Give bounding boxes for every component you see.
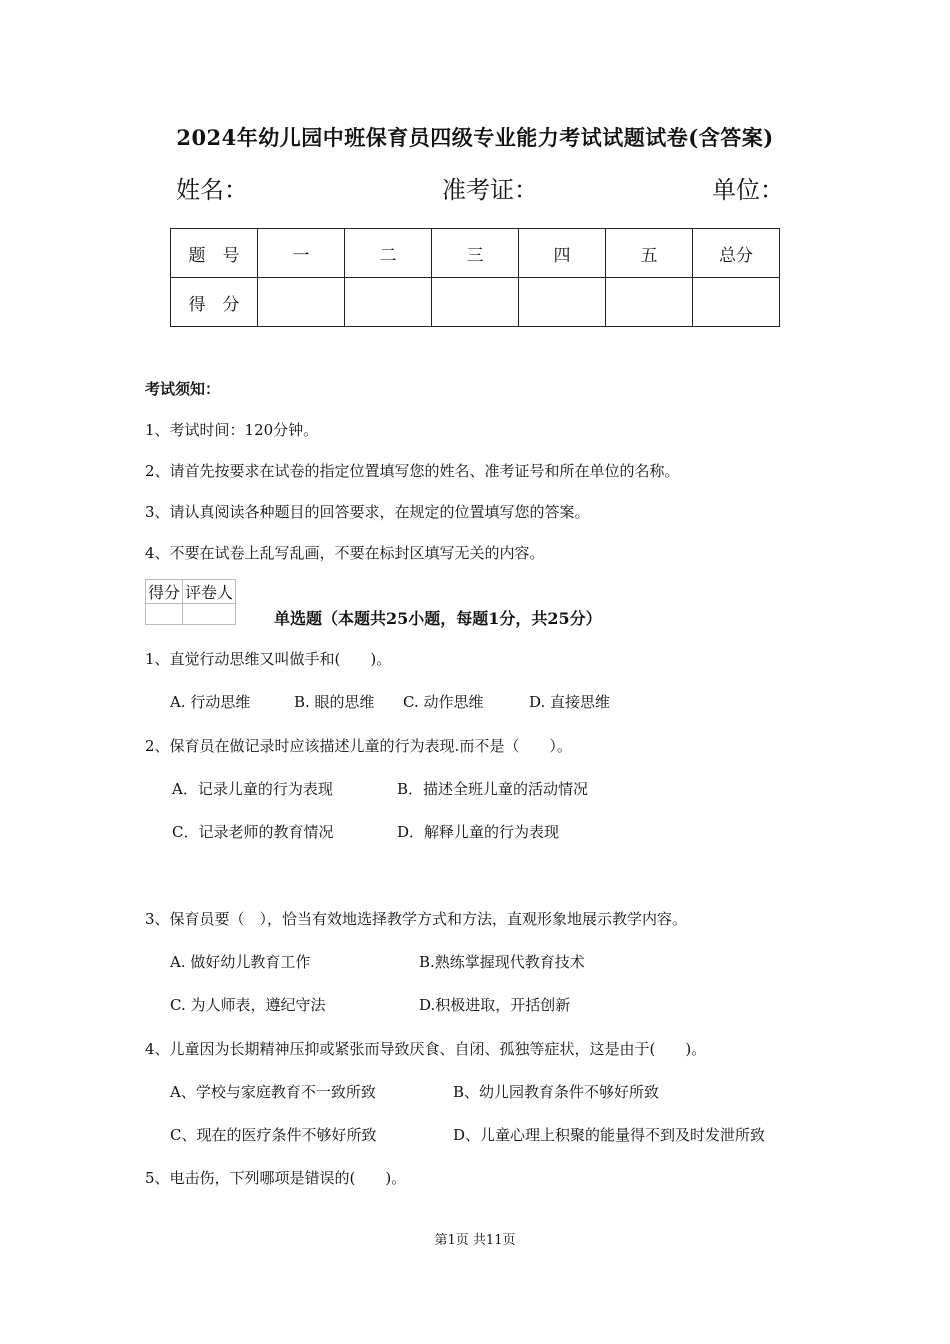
answer-option: B．描述全班儿童的活动情况 (397, 780, 589, 798)
page-title: 2024年幼儿园中班保育员四级专业能力考试试题试卷(含答案) (176, 125, 774, 150)
answer-option: A. 做好幼儿教育工作 (170, 953, 311, 971)
grader-table (145, 579, 236, 625)
section-title: 单选题（本题共25小题，每题1分，共25分） (274, 609, 602, 628)
answer-option: C. 为人师表，遵纪守法 (170, 996, 326, 1014)
score-table-cell (519, 278, 606, 327)
score-table (170, 228, 780, 327)
unit-field-label: 单位： (712, 176, 784, 204)
answer-option: D．解释儿童的行为表现 (397, 823, 560, 841)
score-table-score-row (171, 278, 780, 327)
answer-option: B. 眼的思维 (294, 693, 375, 711)
notice-item: 3、请认真阅读各种题目的回答要求，在规定的位置填写您的答案。 (145, 503, 590, 521)
score-table-cell: 题 号 (171, 229, 258, 278)
answer-option: D. 直接思维 (529, 693, 611, 711)
notice-title: 考试须知： (145, 380, 221, 398)
answer-option: B、幼儿园教育条件不够好所致 (453, 1083, 660, 1101)
question-text: 3、保育员要（ ），恰当有效地选择教学方式和方法，直观形象地展示教学内容。 (145, 910, 688, 928)
answer-option: A. 行动思维 (170, 693, 251, 711)
question-text: 5、电击伤，下列哪项是错误的( )。 (145, 1169, 407, 1187)
exam-id-field-label: 准考证： (442, 176, 538, 204)
question-text: 4、儿童因为长期精神压抑或紧张而导致厌食、自闭、孤独等症状，这是由于( )。 (145, 1040, 707, 1058)
score-table-cell (693, 278, 780, 327)
answer-option: D.积极进取，开括创新 (419, 996, 571, 1014)
question-text: 2、保育员在做记录时应该描述儿童的行为表现.而不是（ ）。 (145, 737, 572, 755)
score-table-cell: 四 (519, 229, 606, 278)
page-footer: 第1页 共11页 (434, 1233, 516, 1248)
score-table-cell: 一 (258, 229, 345, 278)
answer-option: A、学校与家庭教育不一致所致 (170, 1083, 376, 1101)
score-table-cell: 五 (606, 229, 693, 278)
answer-option: B.熟练掌握现代教育技术 (419, 953, 585, 971)
answer-option: D、儿童心理上积聚的能量得不到及时发泄所致 (453, 1126, 766, 1144)
grader-score-cell (146, 604, 183, 625)
score-table-cell: 得 分 (171, 278, 258, 327)
notice-item: 4、不要在试卷上乱写乱画，不要在标封区填写无关的内容。 (145, 544, 545, 562)
answer-option: A．记录儿童的行为表现 (172, 780, 333, 798)
name-field-label: 姓名： (176, 176, 248, 204)
score-table-header-row (171, 229, 780, 278)
answer-option: C．记录老师的教育情况 (172, 823, 334, 841)
notice-item: 2、请首先按要求在试卷的指定位置填写您的姓名、准考证号和所在单位的名称。 (145, 462, 680, 480)
score-table-cell: 三 (432, 229, 519, 278)
question-text: 1、直觉行动思维又叫做手和( )。 (145, 650, 392, 668)
score-table-cell: 总分 (693, 229, 780, 278)
score-table-cell (432, 278, 519, 327)
answer-option: C. 动作思维 (403, 693, 484, 711)
score-table-cell (258, 278, 345, 327)
score-table-cell (345, 278, 432, 327)
notice-item: 1、考试时间：120分钟。 (145, 421, 319, 439)
grader-name-cell (183, 604, 236, 625)
score-table-cell (606, 278, 693, 327)
score-table-cell: 二 (345, 229, 432, 278)
grader-name-label: 评卷人 (183, 580, 236, 604)
answer-option: C、现在的医疗条件不够好所致 (170, 1126, 377, 1144)
grader-score-label: 得分 (146, 580, 183, 604)
